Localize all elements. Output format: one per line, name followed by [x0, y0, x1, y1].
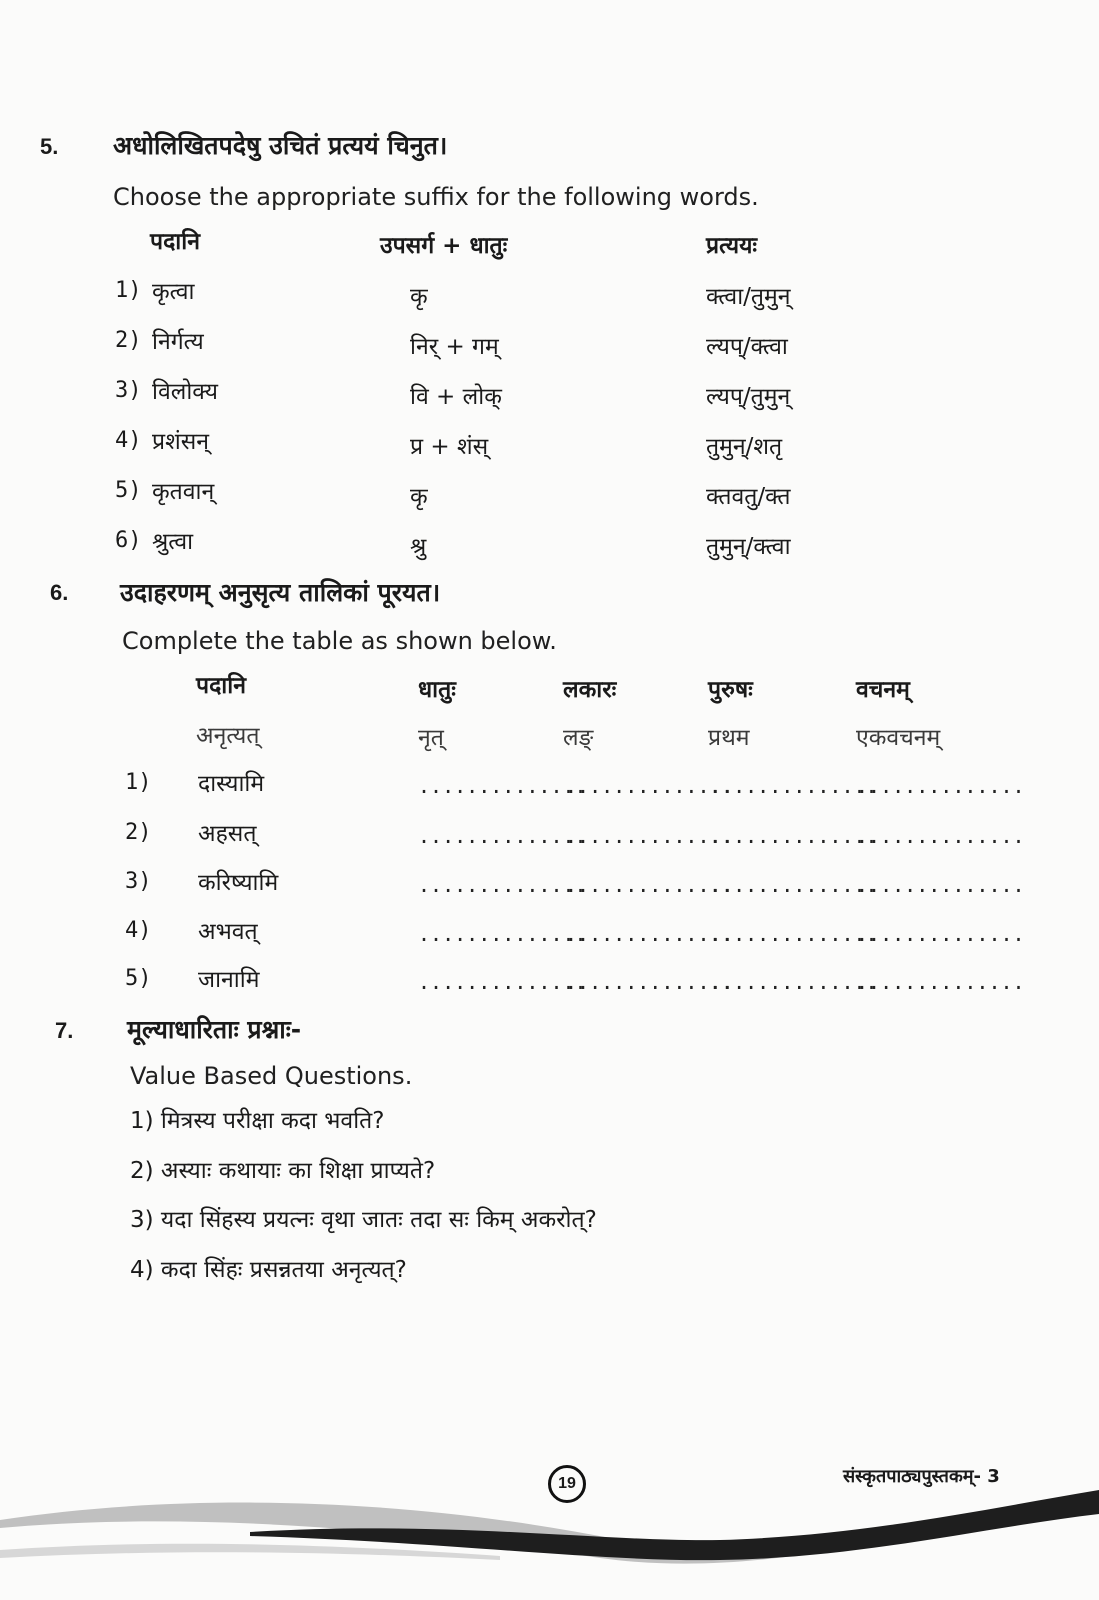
header-pratyaya: प्रत्ययः	[706, 233, 758, 259]
row-word: कृतवान्	[152, 479, 215, 505]
row-number: 6)	[115, 528, 142, 553]
blank-lakara[interactable]: ..............	[565, 824, 734, 848]
row-number: 5)	[115, 478, 142, 503]
row-number: 5)	[125, 966, 152, 991]
blank-vachanam[interactable]: ..............	[856, 970, 1025, 994]
blank-vachanam[interactable]: ..............	[856, 824, 1025, 848]
header-purusha: पुरुषः	[708, 677, 753, 703]
blank-dhatu[interactable]: ..............	[418, 922, 587, 946]
row-options: ल्यप्/तुमुन्	[706, 384, 791, 410]
blank-dhatu[interactable]: ..............	[418, 824, 587, 848]
header-dhatu: धातुः	[418, 677, 456, 703]
example-word: अनृत्यत्	[196, 723, 260, 749]
blank-dhatu[interactable]: ..............	[418, 873, 587, 897]
blank-dhatu[interactable]: ..............	[418, 774, 587, 798]
question-number: 7.	[55, 1018, 74, 1043]
question-title-sanskrit: मूल्याधारिताः प्रश्नाः-	[127, 1015, 302, 1044]
question-title-english: Choose the appropriate suffix for the following words.	[113, 183, 759, 211]
question-title-english: Value Based Questions.	[130, 1062, 413, 1090]
row-root: श्रु	[410, 534, 427, 560]
blank-purusha[interactable]: ..............	[709, 873, 878, 897]
question-title-english: Complete the table as shown below.	[122, 627, 557, 655]
row-word: अहसत्	[198, 821, 257, 847]
row-root: कृ	[410, 484, 428, 510]
value-question: 1) मित्रस्य परीक्षा कदा भवति?	[130, 1108, 385, 1134]
row-number: 4)	[115, 428, 142, 453]
row-number: 3)	[115, 378, 142, 403]
value-question: 3) यदा सिंहस्य प्रयत्नः वृथा जातः तदा सः किम् अकरोत्?	[130, 1207, 597, 1233]
row-number: 1)	[125, 770, 152, 795]
row-word: अभवत्	[198, 919, 258, 945]
header-lakara: लकारः	[563, 677, 617, 703]
question-number: 5.	[40, 134, 59, 159]
blank-lakara[interactable]: ..............	[565, 970, 734, 994]
value-question: 4) कदा सिंहः प्रसन्नतया अनृत्यत्?	[130, 1257, 407, 1283]
example-purusha: प्रथम	[708, 725, 750, 751]
blank-purusha[interactable]: ..............	[709, 922, 878, 946]
example-lakara: लङ्	[563, 725, 594, 751]
row-word: प्रशंसन्	[152, 429, 210, 455]
question-title-sanskrit: अधोलिखितपदेषु उचितं प्रत्ययं चिनुत।	[113, 131, 448, 160]
blank-vachanam[interactable]: ..............	[856, 774, 1025, 798]
blank-vachanam[interactable]: ..............	[856, 873, 1025, 897]
row-number: 4)	[125, 918, 152, 943]
blank-vachanam[interactable]: ..............	[856, 922, 1025, 946]
row-number: 2)	[115, 328, 142, 353]
row-word: श्रुत्वा	[152, 529, 194, 555]
decorative-wave	[0, 1480, 1099, 1600]
example-dhatu: नृत्	[418, 725, 444, 751]
row-number: 3)	[125, 869, 152, 894]
header-upasarga-dhatu: उपसर्ग + धातुः	[380, 233, 508, 259]
row-root: कृ	[410, 284, 428, 310]
row-word: कृत्वा	[152, 279, 195, 305]
example-vachanam: एकवचनम्	[856, 725, 941, 751]
page-number: 19	[548, 1465, 586, 1503]
row-options: ल्यप्/क्त्वा	[706, 334, 788, 360]
question-title-sanskrit: उदाहरणम् अनुसृत्य तालिकां पूरयत।	[120, 578, 441, 607]
row-number: 1)	[115, 278, 142, 303]
row-options: तुमुन्/शतृ	[706, 434, 783, 460]
row-options: तुमुन्/क्त्वा	[706, 534, 791, 560]
blank-dhatu[interactable]: ..............	[418, 970, 587, 994]
row-word: जानामि	[198, 967, 260, 993]
blank-lakara[interactable]: ..............	[565, 873, 734, 897]
blank-purusha[interactable]: ..............	[709, 774, 878, 798]
value-question: 2) अस्याः कथायाः का शिक्षा प्राप्यते?	[130, 1158, 436, 1184]
blank-lakara[interactable]: ..............	[565, 922, 734, 946]
header-padani: पदानि	[150, 229, 200, 255]
row-root: निर् + गम्	[410, 334, 499, 360]
row-word: दास्यामि	[198, 771, 265, 797]
row-word: निर्गत्य	[152, 329, 204, 355]
blank-purusha[interactable]: ..............	[709, 824, 878, 848]
row-number: 2)	[125, 820, 152, 845]
header-padani: पदानि	[196, 673, 246, 699]
blank-purusha[interactable]: ..............	[709, 970, 878, 994]
row-word: करिष्यामि	[198, 870, 279, 896]
row-options: क्तवतु/क्त	[706, 484, 791, 510]
row-word: विलोक्य	[152, 379, 218, 405]
blank-lakara[interactable]: ..............	[565, 774, 734, 798]
book-title: संस्कृतपाठ्यपुस्तकम्- 3	[843, 1466, 1000, 1487]
row-root: प्र + शंस्	[410, 434, 489, 460]
row-root: वि + लोक्	[410, 384, 502, 410]
row-options: क्त्वा/तुमुन्	[706, 284, 791, 310]
header-vachanam: वचनम्	[856, 677, 910, 703]
question-number: 6.	[50, 580, 69, 605]
